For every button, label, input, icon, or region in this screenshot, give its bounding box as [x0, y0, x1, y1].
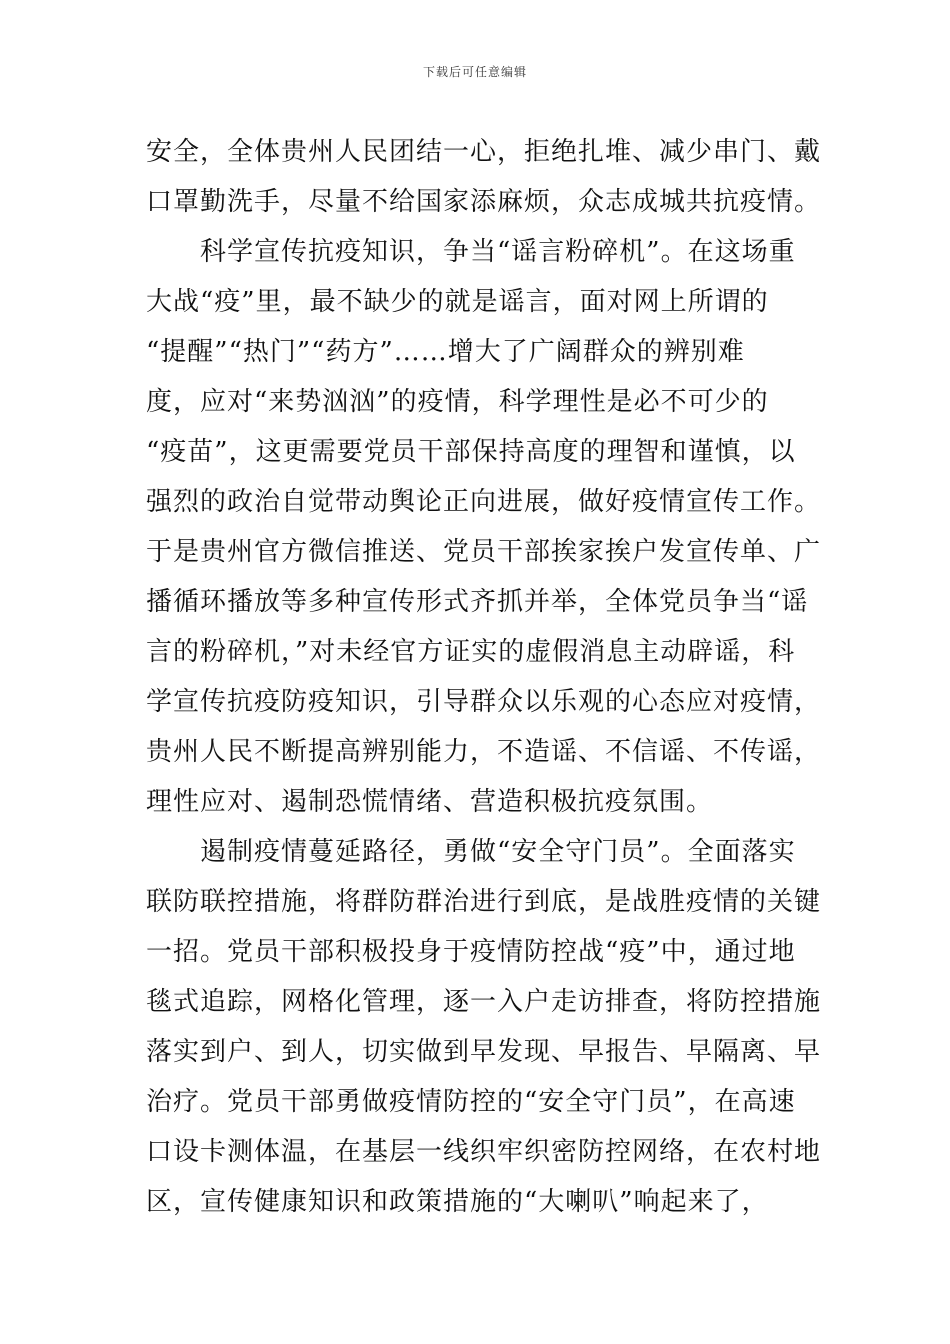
body-text: [146, 127, 822, 1227]
text-line: 强烈的政治自觉带动舆论正向进展，做好疫情宣传工作。: [146, 487, 822, 517]
text-line: 遏制疫情蔓延路径，勇做“安全守门员”。全面落实: [146, 837, 796, 867]
text-line: 大战“疫”里，最不缺少的就是谣言，面对网上所谓的: [146, 287, 769, 317]
text-line: 口设卡测体温，在基层一线织牢织密防控网络，在农村地: [146, 1137, 822, 1167]
text-line: 治疗。党员干部勇做疫情防控的“安全守门员”，在高速: [146, 1087, 796, 1117]
text-line: 播循环播放等多种宣传形式齐抓并举，全体党员争当“谣: [146, 587, 809, 617]
text-line: 一招。党员干部积极投身于疫情防控战“疫”中，通过地: [146, 937, 796, 967]
text-line: 落实到户、到人，切实做到早发现、早报告、早隔离、早: [146, 1037, 822, 1067]
text-line: 区，宣传健康知识和政策措施的“大喇叭”响起来了，: [146, 1187, 769, 1217]
page-header: 下载后可任意编辑: [422, 65, 527, 79]
text-line: 于是贵州官方微信推送、党员干部挨家挨户发宣传单、广: [146, 537, 822, 567]
text-line: 贵州人民不断提高辨别能力，不造谣、不信谣、不传谣，: [146, 737, 822, 767]
text-line: 毯式追踪，网格化管理，逐一入户走访排查，将防控措施: [146, 987, 822, 1017]
text-line: 度，应对“来势汹汹”的疫情，科学理性是必不可少的: [146, 387, 769, 417]
text-line: 安全，全体贵州人民团结一心，拒绝扎堆、减少串门、戴: [146, 137, 822, 167]
text-line: 学宣传抗疫防疫知识，引导群众以乐观的心态应对疫情，: [146, 687, 822, 717]
text-line: 科学宣传抗疫知识，争当“谣言粉碎机”。在这场重: [146, 237, 796, 267]
text-line: 口罩勤洗手，尽量不给国家添麻烦，众志成城共抗疫情。: [146, 187, 822, 217]
text-line: 言的粉碎机，”对未经官方证实的虚假消息主动辟谣，科: [146, 637, 796, 667]
text-line: 理性应对、遏制恐慌情绪、营造积极抗疫氛围。: [146, 787, 714, 817]
text-line: 联防联控措施，将群防群治进行到底，是战胜疫情的关键: [146, 887, 822, 917]
text-line: “疫苗”，这更需要党员干部保持高度的理智和谨慎，以: [146, 437, 796, 467]
text-line: “提醒”“热门”“药方”……增大了广阔群众的辨别难: [146, 337, 745, 367]
